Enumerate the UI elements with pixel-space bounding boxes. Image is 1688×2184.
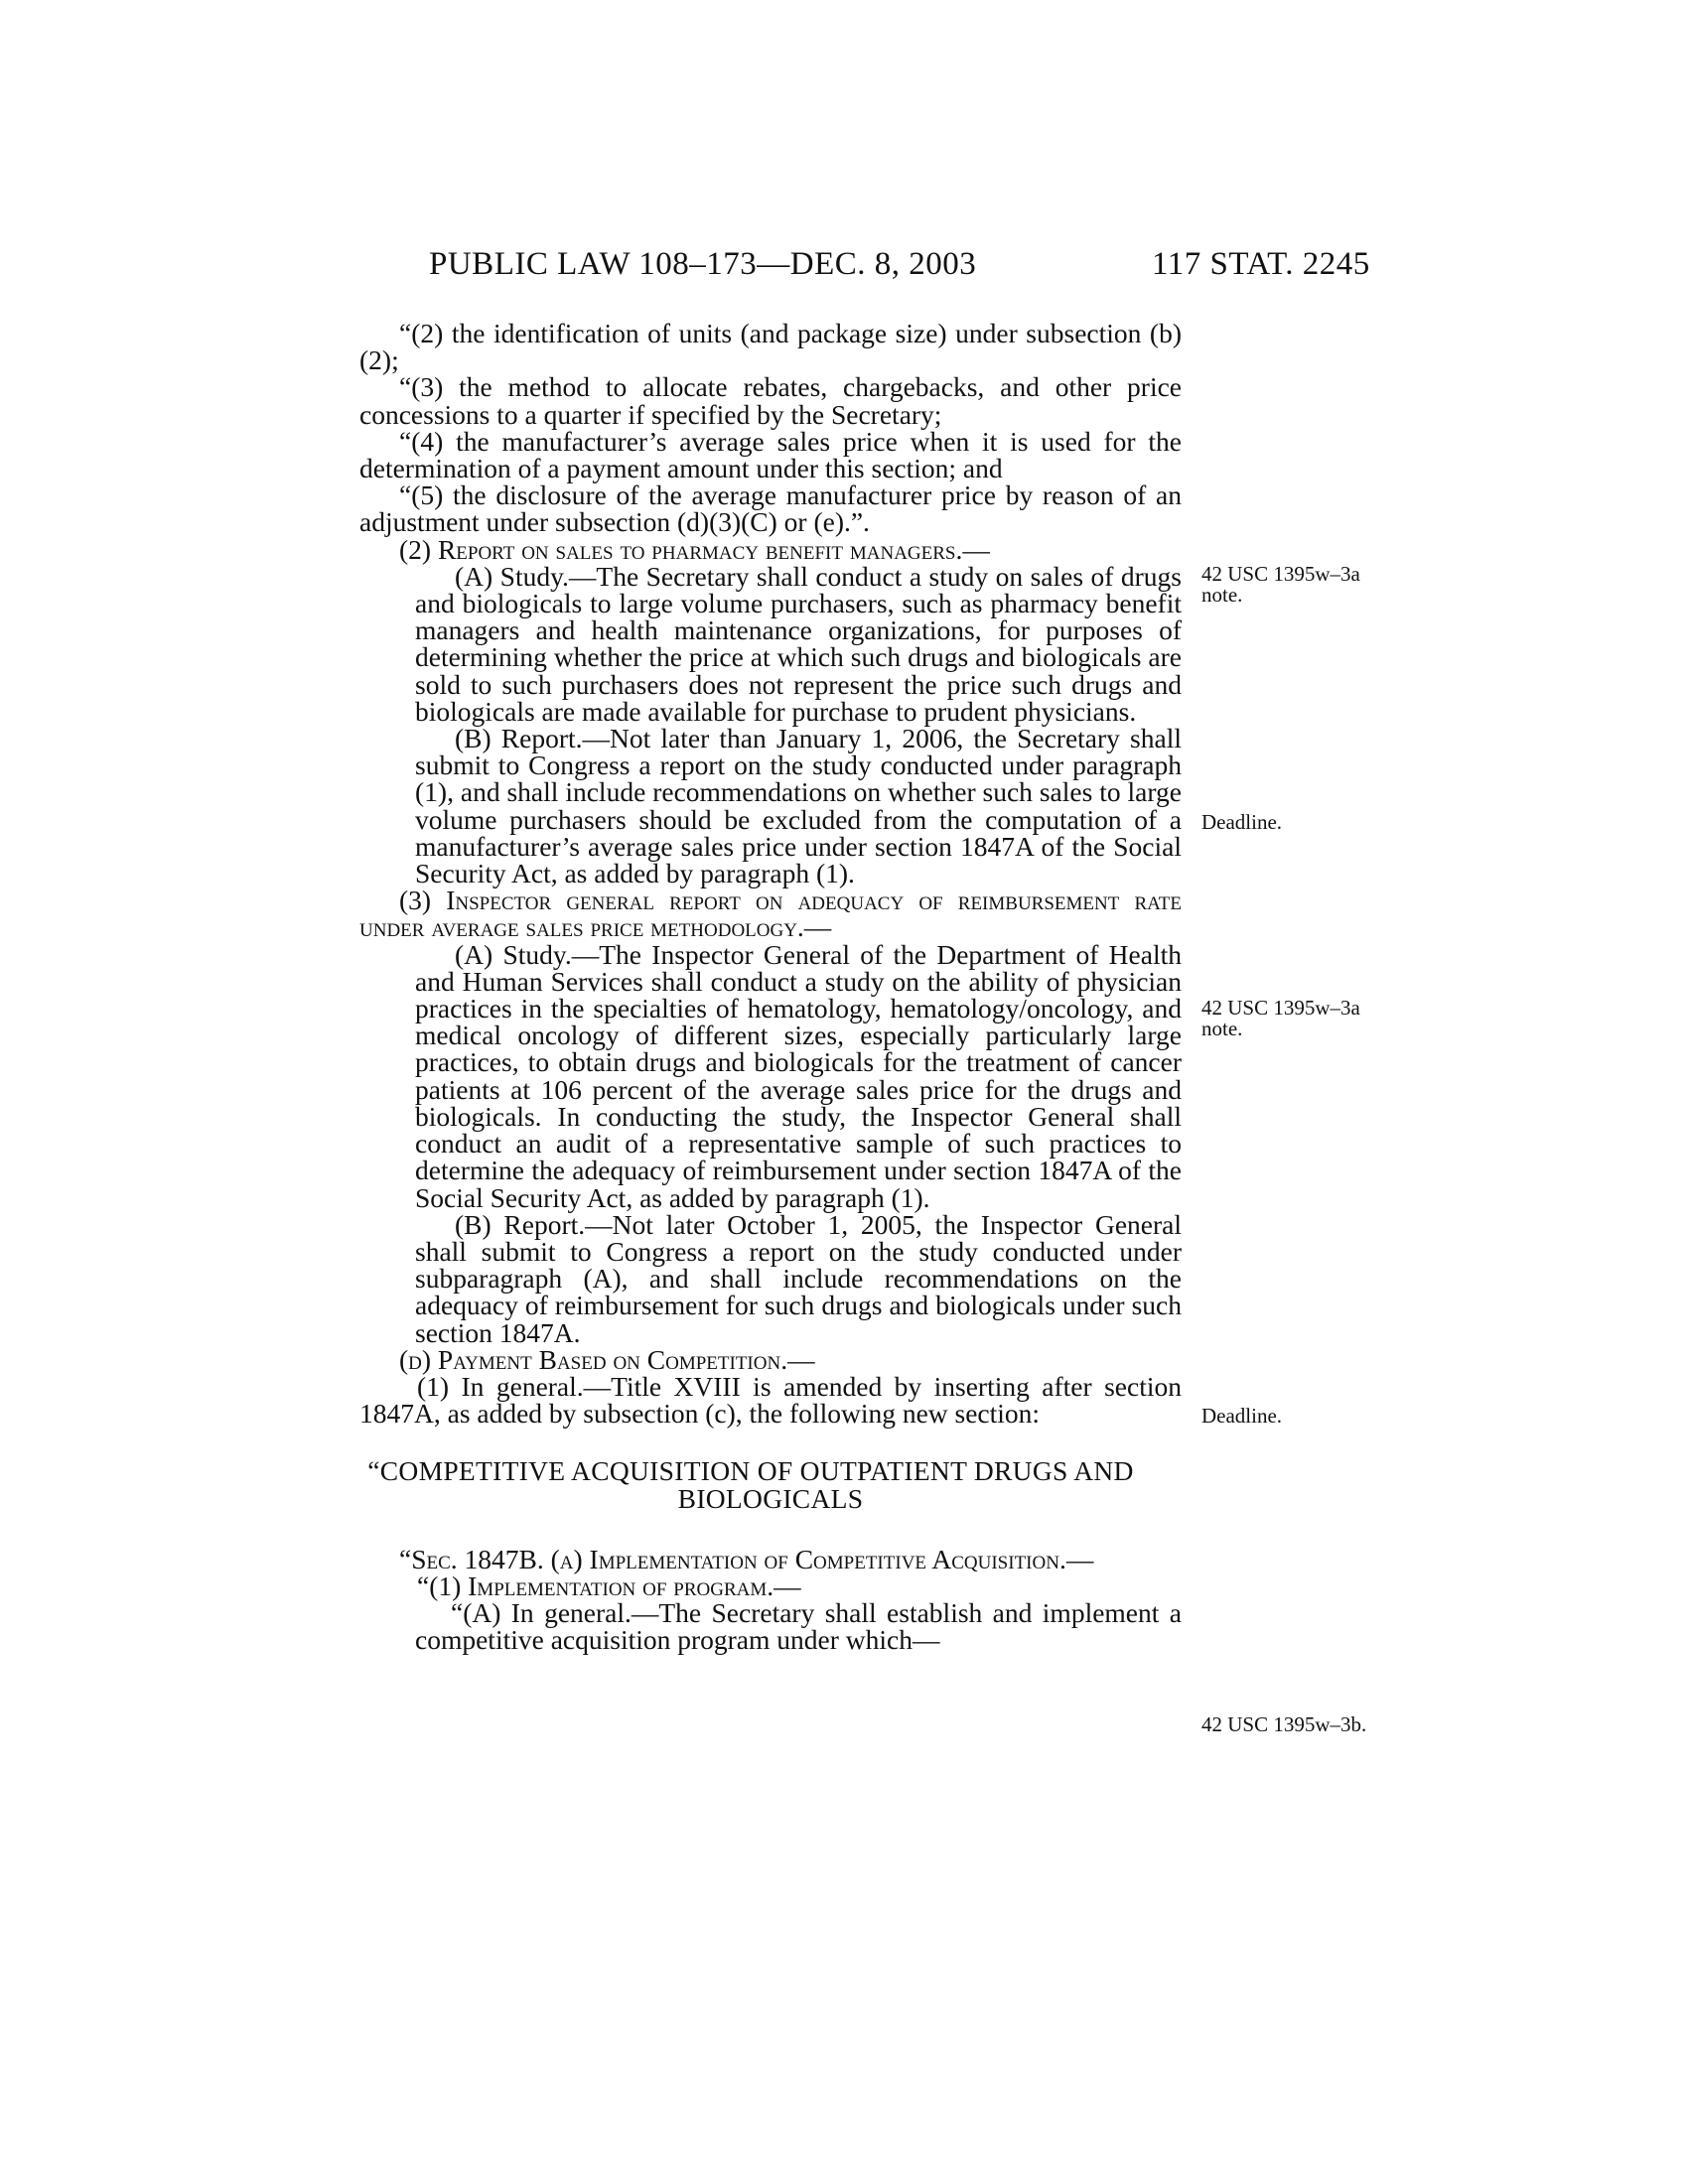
margin-note-usc-1: 42 USC 1395w–3a note. <box>1201 562 1360 607</box>
paragraph-in-general: (1) In general.—Title XVIII is amended by inserting after section 1847A, as added by subsection (c), the following new section: <box>359 1370 1182 1430</box>
margin-note-deadline-2: Deadline. <box>1201 1404 1283 1428</box>
subparagraph-ig-report-b: (B) Report.—Not later October 1, 2005, the Inspector General shall submit to Congress a report on the study conducted under subparagraph (A), and shall include recommendations on the adequacy of reimbursement for such drugs and biologicals under such section 1847A. <box>415 1208 1182 1348</box>
paragraph-item-3: “(3) the method to allocate rebates, chargebacks, and other price concessions to a quarter if specified by the Secretary; <box>359 371 1182 430</box>
margin-note-usc-3: 42 USC 1395w–3b. <box>1201 1712 1367 1736</box>
paragraph-item-2: “(2) the identification of units (and package size) under subsection (b)(2); <box>359 318 1182 376</box>
margin-note-usc-2: 42 USC 1395w–3a note. <box>1201 996 1360 1040</box>
paragraph-item-4: “(4) the manufacturer’s average sales price when it is used for the determination of a payment amount under this section; and <box>359 425 1182 484</box>
subparagraph-ig-study-a: (A) Study.—The Inspector General of the Department of Health and Human Services shall conduct a study on the ability of physician practices in the specialties of hematology, hematology/oncology, and medical oncology of different sizes, especially particularly large practices, to obtain drugs and biologicals for the treatment of cancer patients at 106 percent of the average sales price for the drugs and biologicals. In conducting the study, the Inspector General shall conduct an audit of a representative sample of such practices to determine the adequacy of reimbursement under section 1847A of the Social Security Act, as added by paragraph (1). <box>415 938 1182 1213</box>
subparagraph-in-general-a: “(A) In general.—The Secretary shall establish and implement a competitive acquisition program under which— <box>415 1597 1182 1656</box>
running-header-right: 117 STAT. 2245 <box>1152 246 1370 282</box>
heading-implementation-of-program: “(1) Implementation of program.— <box>417 1570 801 1601</box>
subparagraph-report-b: (B) Report.—Not later than January 1, 2006, the Secretary shall submit to Congress a report on the study conducted under paragraph (1), and shall include recommendations on whether such sales to large volume purchasers should be excluded from the computation of a manufacturer’s average sales price under section 1847A of the Social Security Act, as added by paragraph (1). <box>415 723 1182 889</box>
section-title-competitive-acquisition: “COMPETITIVE ACQUISITION OF OUTPATIENT DRUGS AND BIOLOGICALS <box>367 1455 1134 1514</box>
running-header-left: PUBLIC LAW 108–173—DEC. 8, 2003 <box>429 246 977 282</box>
margin-note-deadline-1: Deadline. <box>1201 810 1283 834</box>
paragraph-item-5: “(5) the disclosure of the average manufacturer price by reason of an adjustment under subsection (d)(3)(C) or (e).”. <box>359 479 1182 538</box>
heading-report-pbm: (2) Report on sales to pharmacy benefit managers.— <box>399 533 990 565</box>
section-1847b-heading: “Sec. 1847B. (a) Implementation of Competitive Acquisition.— <box>399 1543 1094 1574</box>
statute-body <box>359 320 1182 1654</box>
heading-inspector-general: (3) Inspector general report on adequacy of reimbursement rate under average sales price methodology.— <box>359 885 1182 943</box>
subparagraph-study-a: (A) Study.—The Secretary shall conduct a study on sales of drugs and biologicals to large volume purchasers, such as pharmacy benefit managers and health maintenance organizations, for purposes of determining whether the price at which such drugs and biologicals are sold to such purchasers does not represent the price such drugs and biologicals are made available for purchase to prudent physicians. <box>415 560 1182 727</box>
heading-payment-competition: (d) Payment Based on Competition.— <box>399 1343 815 1375</box>
